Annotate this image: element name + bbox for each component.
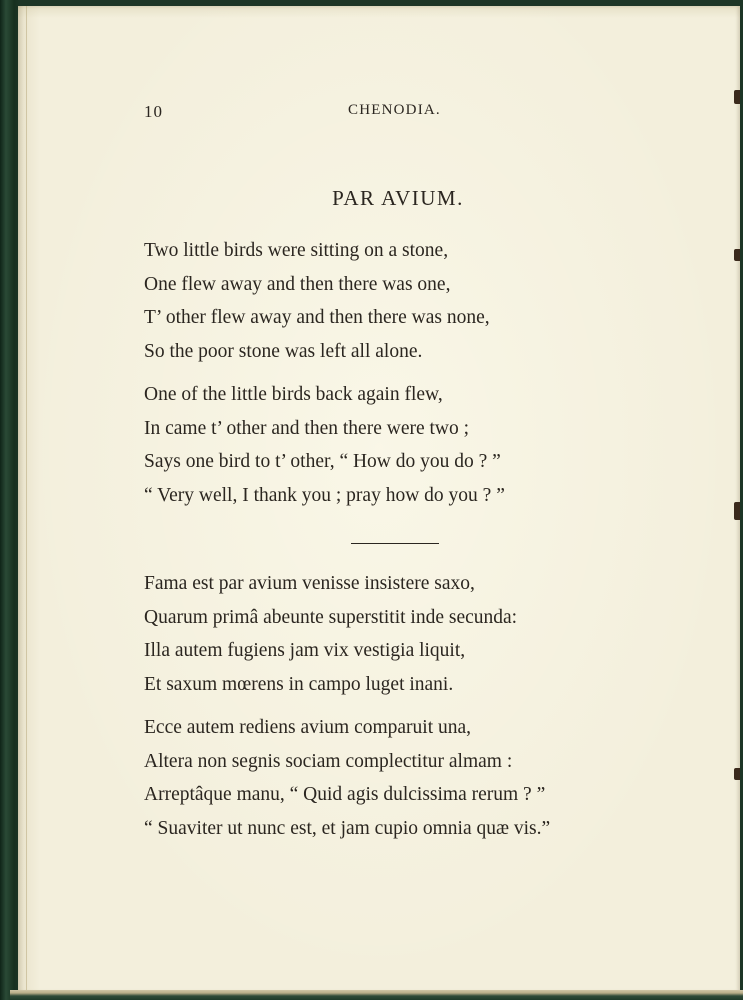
verse-line: “ Suaviter ut nunc est, et jam cupio omnia quæ vis.” [144, 817, 551, 839]
poem-title: PAR AVIUM. [332, 186, 464, 210]
verse-line: In came t’ other and then there were two ; [144, 417, 470, 439]
page-edge-mark [734, 249, 740, 261]
latin-stanza-2 [144, 711, 550, 845]
page-edge-mark [734, 502, 740, 520]
verse-line: One flew away and then there was one, [144, 273, 451, 295]
book-page [18, 6, 740, 992]
verse-line: “ Very well, I thank you ; pray how do you ? ” [144, 484, 505, 506]
english-stanza-1 [144, 234, 490, 368]
verse-line: Quarum primâ abeunte superstitit inde secunda: [144, 606, 518, 628]
verse-line: Two little birds were sitting on a stone, [144, 240, 449, 261]
english-stanza-2 [144, 378, 505, 512]
verse-line: Fama est par avium venisse insistere saxo, [144, 573, 475, 594]
verse-line: Illa autem fugiens jam vix vestigia liquit, [144, 640, 466, 661]
page-gutter [18, 6, 27, 992]
verse-line: Says one bird to t’ other, “ How do you do ? ” [144, 451, 501, 472]
verse-line: One of the little birds back again flew, [144, 384, 443, 405]
verse-line: Arreptâque manu, “ Quid agis dulcissima rerum ? ” [144, 784, 546, 805]
latin-stanza-1 [144, 567, 517, 701]
page-number: 10 [144, 102, 163, 121]
page-edge-bottom [10, 990, 743, 1000]
running-title: CHENODIA. [348, 102, 441, 118]
page-edge-mark [734, 768, 740, 780]
verse-line: Et saxum mœrens in campo luget inani. [144, 673, 454, 695]
section-divider [351, 543, 439, 544]
verse-line: T’ other flew away and then there was none, [144, 307, 490, 328]
verse-line: So the poor stone was left all alone. [144, 340, 423, 362]
verse-line: Ecce autem rediens avium comparuit una, [144, 717, 472, 738]
page-edge-mark [734, 90, 740, 104]
running-head [18, 102, 740, 124]
verse-line: Altera non segnis sociam complectitur almam : [144, 750, 513, 772]
